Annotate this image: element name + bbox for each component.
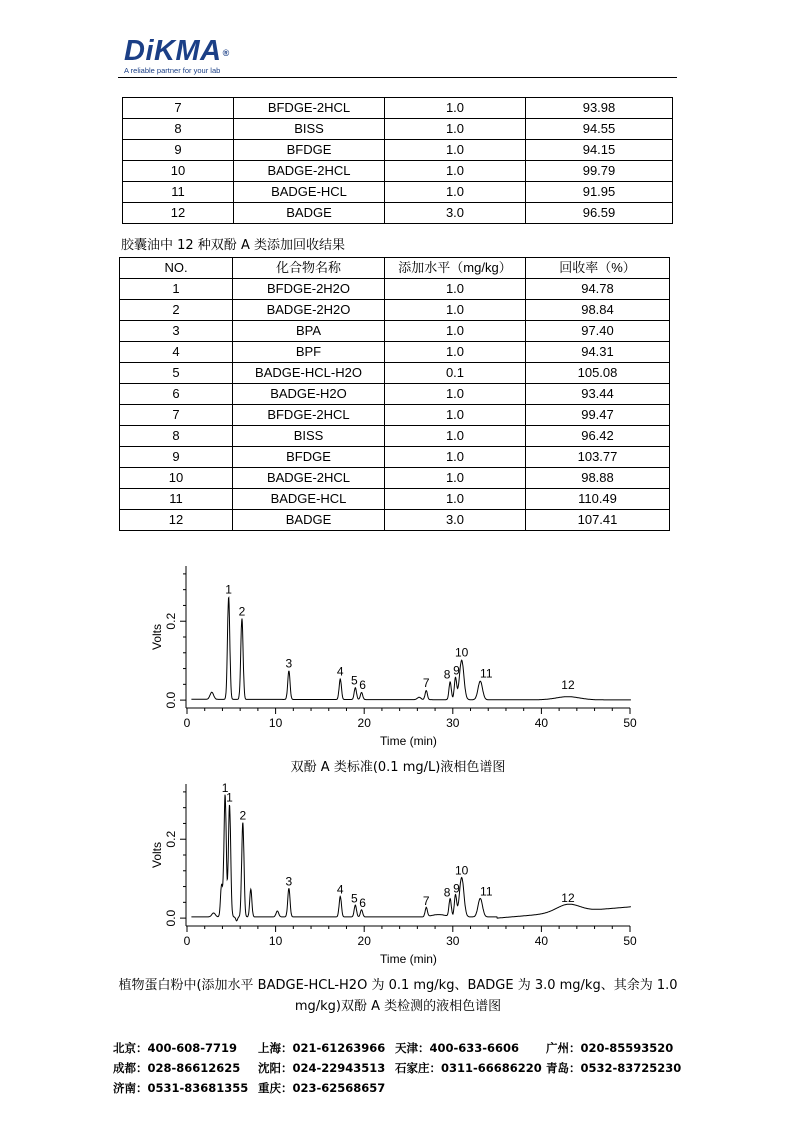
table-cell: 107.41 xyxy=(526,510,670,531)
recovery-table-continued xyxy=(122,97,673,224)
table-cell: 1.0 xyxy=(385,489,526,510)
table-cell: BISS xyxy=(234,119,385,140)
header-divider xyxy=(118,77,677,78)
table-cell: 105.08 xyxy=(526,363,670,384)
table-cell: 1.0 xyxy=(385,161,526,182)
table-cell: 1.0 xyxy=(385,279,526,300)
column-header: 回收率（%） xyxy=(526,258,670,279)
table-cell: BFDGE xyxy=(233,447,385,468)
contact-shanghai: 上海：021-61263966 xyxy=(258,1041,386,1055)
peak-label: 2 xyxy=(238,604,246,619)
table-row xyxy=(123,203,673,224)
table-row xyxy=(120,321,670,342)
table-cell: 103.77 xyxy=(526,447,670,468)
protein-powder-chromatogram xyxy=(140,778,650,982)
table-cell: 98.88 xyxy=(526,468,670,489)
peak-label: 12 xyxy=(561,677,575,692)
table-cell: 12 xyxy=(120,510,233,531)
table-cell: 1 xyxy=(120,279,233,300)
table-row xyxy=(120,489,670,510)
contact-guangzhou: 广州：020-85593520 xyxy=(546,1041,674,1055)
x-tick-label: 30 xyxy=(446,934,460,948)
table-cell: BADGE-HCL-H2O xyxy=(233,363,385,384)
table-row xyxy=(123,98,673,119)
table-cell: 1.0 xyxy=(385,384,526,405)
table-cell: BADGE-2HCL xyxy=(233,468,385,489)
peak-label: 3 xyxy=(285,656,293,671)
table-cell: 11 xyxy=(123,182,234,203)
table-cell: BFDGE xyxy=(234,140,385,161)
table-cell: 5 xyxy=(120,363,233,384)
table-cell: 7 xyxy=(120,405,233,426)
y-axis-label: Volts xyxy=(150,841,164,869)
table-cell: 1.0 xyxy=(385,321,526,342)
x-axis-label: Time (min) xyxy=(380,952,437,966)
standard-chromatogram xyxy=(140,560,650,764)
x-tick-label: 10 xyxy=(268,716,283,730)
table-cell: 99.47 xyxy=(526,405,670,426)
table-cell: 99.79 xyxy=(526,161,673,182)
x-tick-label: 10 xyxy=(268,934,283,948)
table-row xyxy=(120,510,670,531)
table-cell: 2 xyxy=(120,300,233,321)
chromatogram-svg xyxy=(140,560,650,760)
table-row xyxy=(120,426,670,447)
y-axis-label: Volts xyxy=(150,623,164,651)
contact-jinan: 济南：0531-83681355 xyxy=(113,1081,249,1095)
table-row xyxy=(120,405,670,426)
table-cell: 91.95 xyxy=(526,182,673,203)
table-cell: 94.15 xyxy=(526,140,673,161)
table-cell: 3 xyxy=(120,321,233,342)
peak-label: 10 xyxy=(454,645,469,660)
table-cell: 8 xyxy=(120,426,233,447)
figure-caption-standard: 双酚 A 类标准(0.1 mg/L)液相色谱图 xyxy=(290,760,506,775)
x-tick-label: 40 xyxy=(534,716,549,730)
column-header: NO. xyxy=(120,258,233,279)
table-cell: 96.59 xyxy=(526,203,673,224)
peak-label: 7 xyxy=(422,894,430,909)
table-cell: 12 xyxy=(123,203,234,224)
peak-label: 8 xyxy=(443,667,451,682)
table-cell: 9 xyxy=(120,447,233,468)
table-cell: BFDGE-2HCL xyxy=(234,98,385,119)
x-tick-label: 50 xyxy=(623,934,637,948)
table-row xyxy=(120,342,670,363)
table-cell: 1.0 xyxy=(385,405,526,426)
logo-wordmark: DiKMA xyxy=(124,35,222,67)
table-cell: 8 xyxy=(123,119,234,140)
peak-label: 10 xyxy=(454,863,469,878)
table-cell: 1.0 xyxy=(385,426,526,447)
peak-label: 7 xyxy=(422,676,430,691)
y-tick-label: 0.0 xyxy=(164,691,178,709)
peak-label: 3 xyxy=(285,874,293,889)
table-cell: BADGE-HCL xyxy=(233,489,385,510)
registered-mark: ® xyxy=(222,48,230,58)
table-cell: 1.0 xyxy=(385,300,526,321)
peak-label: 6 xyxy=(359,896,366,911)
x-axis-label: Time (min) xyxy=(380,734,437,748)
table-cell: 1.0 xyxy=(385,342,526,363)
table-cell: 94.55 xyxy=(526,119,673,140)
y-tick-label: 0.2 xyxy=(164,612,178,630)
contact-shenyang: 沈阳：024-22943513 xyxy=(258,1061,386,1075)
table-row xyxy=(123,119,673,140)
table-cell: BADGE xyxy=(233,510,385,531)
table-cell: 9 xyxy=(123,140,234,161)
table-cell: 1.0 xyxy=(385,468,526,489)
contact-tianjin: 天津：400-633-6606 xyxy=(395,1041,520,1055)
table-cell: 0.1 xyxy=(385,363,526,384)
peak-label: 6 xyxy=(359,678,366,693)
contact-chengdu: 成都：028-86612625 xyxy=(113,1061,241,1075)
peak-label: 4 xyxy=(336,882,344,897)
table-cell: 1.0 xyxy=(385,447,526,468)
peak-label: 1 xyxy=(221,780,229,795)
table-cell: 97.40 xyxy=(526,321,670,342)
peak-label: 5 xyxy=(350,891,358,906)
table-row xyxy=(123,140,673,161)
table-cell: BFDGE-2H2O xyxy=(233,279,385,300)
table-cell: BPF xyxy=(233,342,385,363)
peak-label: 1 xyxy=(225,582,232,597)
table-cell: 11 xyxy=(120,489,233,510)
table-cell: BADGE xyxy=(234,203,385,224)
table-cell: BADGE-2HCL xyxy=(234,161,385,182)
chromatogram-svg xyxy=(140,778,650,978)
table-cell: 3.0 xyxy=(385,510,526,531)
table-row xyxy=(120,279,670,300)
y-tick-label: 0.2 xyxy=(164,830,178,848)
table-cell: 10 xyxy=(123,161,234,182)
table-cell: 1.0 xyxy=(385,98,526,119)
peak-label: 11 xyxy=(480,884,493,899)
capsule-oil-recovery-table xyxy=(119,257,670,531)
table-cell: 93.98 xyxy=(526,98,673,119)
table-row xyxy=(120,300,670,321)
table-cell: 94.31 xyxy=(526,342,670,363)
x-tick-label: 20 xyxy=(357,934,371,948)
table-cell: BISS xyxy=(233,426,385,447)
table-header-row xyxy=(120,258,670,279)
dikma-logo xyxy=(124,36,230,76)
peak-label: 5 xyxy=(350,673,358,688)
table-cell: 6 xyxy=(120,384,233,405)
table-cell: BADGE-2H2O xyxy=(233,300,385,321)
table-cell: 1.0 xyxy=(385,182,526,203)
x-tick-label: 30 xyxy=(446,716,460,730)
logo-tagline: A reliable partner for your lab xyxy=(124,66,221,75)
peak-label: 2 xyxy=(239,808,247,823)
column-header: 化合物名称 xyxy=(233,258,385,279)
table-cell: 1.0 xyxy=(385,140,526,161)
x-tick-label: 20 xyxy=(357,716,371,730)
table-row xyxy=(123,161,673,182)
y-tick-label: 0.0 xyxy=(164,909,178,927)
table-row xyxy=(120,363,670,384)
table-cell: 110.49 xyxy=(526,489,670,510)
table-cell: 4 xyxy=(120,342,233,363)
contact-shijiazhuang: 石家庄：0311-66686220 xyxy=(395,1061,542,1075)
table-row xyxy=(120,447,670,468)
table-cell: 7 xyxy=(123,98,234,119)
peak-label: 8 xyxy=(443,885,451,900)
table-cell: BADGE-HCL xyxy=(234,182,385,203)
table-cell: BADGE-H2O xyxy=(233,384,385,405)
peak-label: 1 xyxy=(226,790,233,805)
peak-label: 12 xyxy=(561,891,575,906)
table-cell: BPA xyxy=(233,321,385,342)
table-cell: 94.78 xyxy=(526,279,670,300)
x-tick-label: 0 xyxy=(183,934,191,948)
peak-label: 4 xyxy=(336,664,344,679)
contact-chongqing: 重庆：023-62568657 xyxy=(258,1081,386,1095)
table-cell: BFDGE-2HCL xyxy=(233,405,385,426)
column-header: 添加水平（mg/kg） xyxy=(385,258,526,279)
x-tick-label: 40 xyxy=(534,934,549,948)
contact-qingdao: 青岛：0532-83725230 xyxy=(546,1061,682,1075)
x-tick-label: 0 xyxy=(183,716,191,730)
peak-label: 11 xyxy=(480,666,493,681)
table-cell: 96.42 xyxy=(526,426,670,447)
contact-beijing: 北京：400-608-7719 xyxy=(113,1041,238,1055)
table-cell: 1.0 xyxy=(385,119,526,140)
x-tick-label: 50 xyxy=(623,716,637,730)
peak-label: 9 xyxy=(453,663,460,678)
figure-caption-sample: 植物蛋白粉中(添加水平 BADGE-HCL-H2O 为 0.1 mg/kg、BADGE 为 3.0 mg/kg、其余为 1.0 mg/kg)双酚 A 类检测的液相色谱图 xyxy=(118,978,678,1014)
table-row xyxy=(120,468,670,489)
table-cell: 98.84 xyxy=(526,300,670,321)
table-cell: 3.0 xyxy=(385,203,526,224)
table-cell: 10 xyxy=(120,468,233,489)
table-row xyxy=(123,182,673,203)
table-caption: 胶囊油中 12 种双酚 A 类添加回收结果 xyxy=(121,238,345,253)
table-cell: 93.44 xyxy=(526,384,670,405)
peak-label: 9 xyxy=(453,881,460,896)
table-row xyxy=(120,384,670,405)
